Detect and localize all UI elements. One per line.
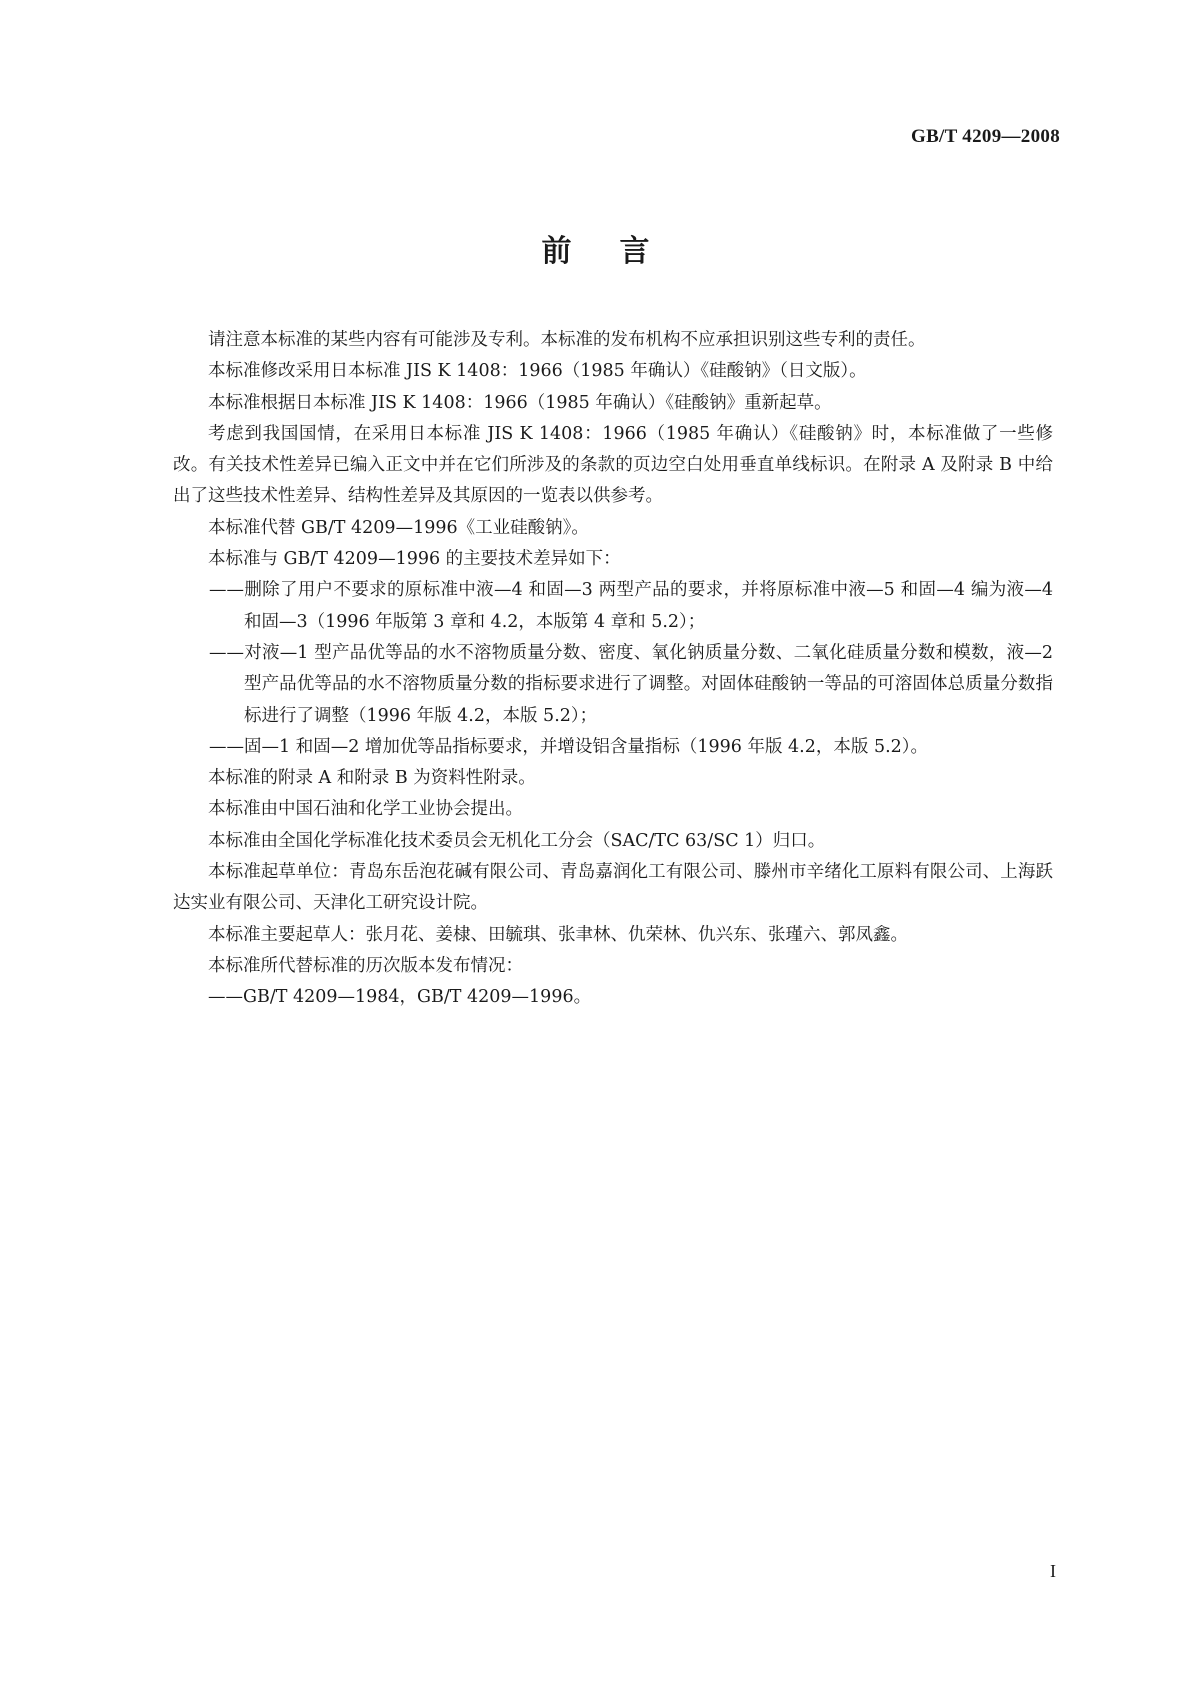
difference-item — [173, 732, 1053, 763]
paragraph-drafters: 本标准主要起草人：张月花、姜棣、田毓琪、张聿林、仇荣林、仇兴东、张瑾六、郭凤鑫。 — [208, 924, 908, 945]
previous-versions-text: GB/T 4209—1984，GB/T 4209—1996。 — [243, 987, 592, 1008]
difference-item — [173, 638, 1053, 732]
difference-item — [173, 575, 1053, 638]
paragraph-adoption: 本标准修改采用日本标准 JIS K 1408：1966（1985 年确认）《硅酸钠》（日文版）。 — [208, 361, 867, 382]
difference-text: 固—1 和固—2 增加优等品指标要求，并增设铝含量指标（1996 年版 4.2，本版 5.2）。 — [244, 736, 929, 757]
paragraph-patent-notice: 请注意本标准的某些内容有可能涉及专利。本标准的发布机构不应承担识别这些专利的责任。 — [208, 330, 926, 350]
paragraph-previous-versions-intro: 本标准所代替标准的历次版本发布情况： — [208, 955, 523, 976]
page-number: I — [1050, 1561, 1056, 1581]
standard-number: GB/T 4209—2008 — [910, 126, 1060, 147]
page-title: 前言 — [541, 234, 698, 269]
difference-text: 删除了用户不要求的原标准中液—4 和固—3 两型产品的要求，并将原标准中液—5 和固—4 编为液—4 和固—3（1996 年版第 3 章和 4.2，本版第 4 章和 5.2）； — [244, 580, 1053, 632]
paragraph-replaces: 本标准代替 GB/T 4209—1996《工业硅酸钠》。 — [208, 517, 589, 538]
paragraph-appendices: 本标准的附录 A 和附录 B 为资料性附录。 — [208, 768, 536, 789]
paragraph-drafting-basis: 本标准根据日本标准 JIS K 1408：1966（1985 年确认）《硅酸钠》重新起草。 — [208, 392, 832, 413]
foreword-body — [173, 325, 1053, 1014]
paragraph-differences-intro: 本标准与 GB/T 4209—1996 的主要技术差异如下： — [208, 549, 621, 570]
paragraph-drafting-units: 本标准起草单位：青岛东岳泡花碱有限公司、青岛嘉润化工有限公司、滕州市辛绪化工原料有限公司、上海跃达实业有限公司、天津化工研究设计院。 — [173, 862, 1053, 914]
previous-versions-item — [173, 982, 1053, 1013]
paragraph-proposer: 本标准由中国石油和化学工业协会提出。 — [208, 799, 523, 820]
dash-marker: —— — [209, 642, 244, 663]
dash-marker: —— — [209, 580, 244, 601]
dash-marker: —— — [209, 736, 244, 757]
dash-marker: —— — [208, 987, 243, 1008]
paragraph-modifications: 考虑到我国国情，在采用日本标准 JIS K 1408：1966（1985 年确认）《硅酸钠》时，本标准做了一些修改。有关技术性差异已编入正文中并在它们所涉及的条款的页边空白处用垂直单线标识。在附录 A 及附录 B 中给出了这些技术性差异、结构性差异及其原因的一览表以供参考。 — [173, 423, 1053, 507]
paragraph-technical-committee: 本标准由全国化学标准化技术委员会无机化工分会（SAC/TC 63/SC 1）归口。 — [208, 830, 826, 851]
difference-text: 对液—1 型产品优等品的水不溶物质量分数、密度、氧化钠质量分数、二氧化硅质量分数和模数，液—2 型产品优等品的水不溶物质量分数的指标要求进行了调整。对固体硅酸钠一等品的可溶固体总质量分数指标进行了调整（1996 年版 4.2，本版 5.2）； — [244, 642, 1053, 726]
